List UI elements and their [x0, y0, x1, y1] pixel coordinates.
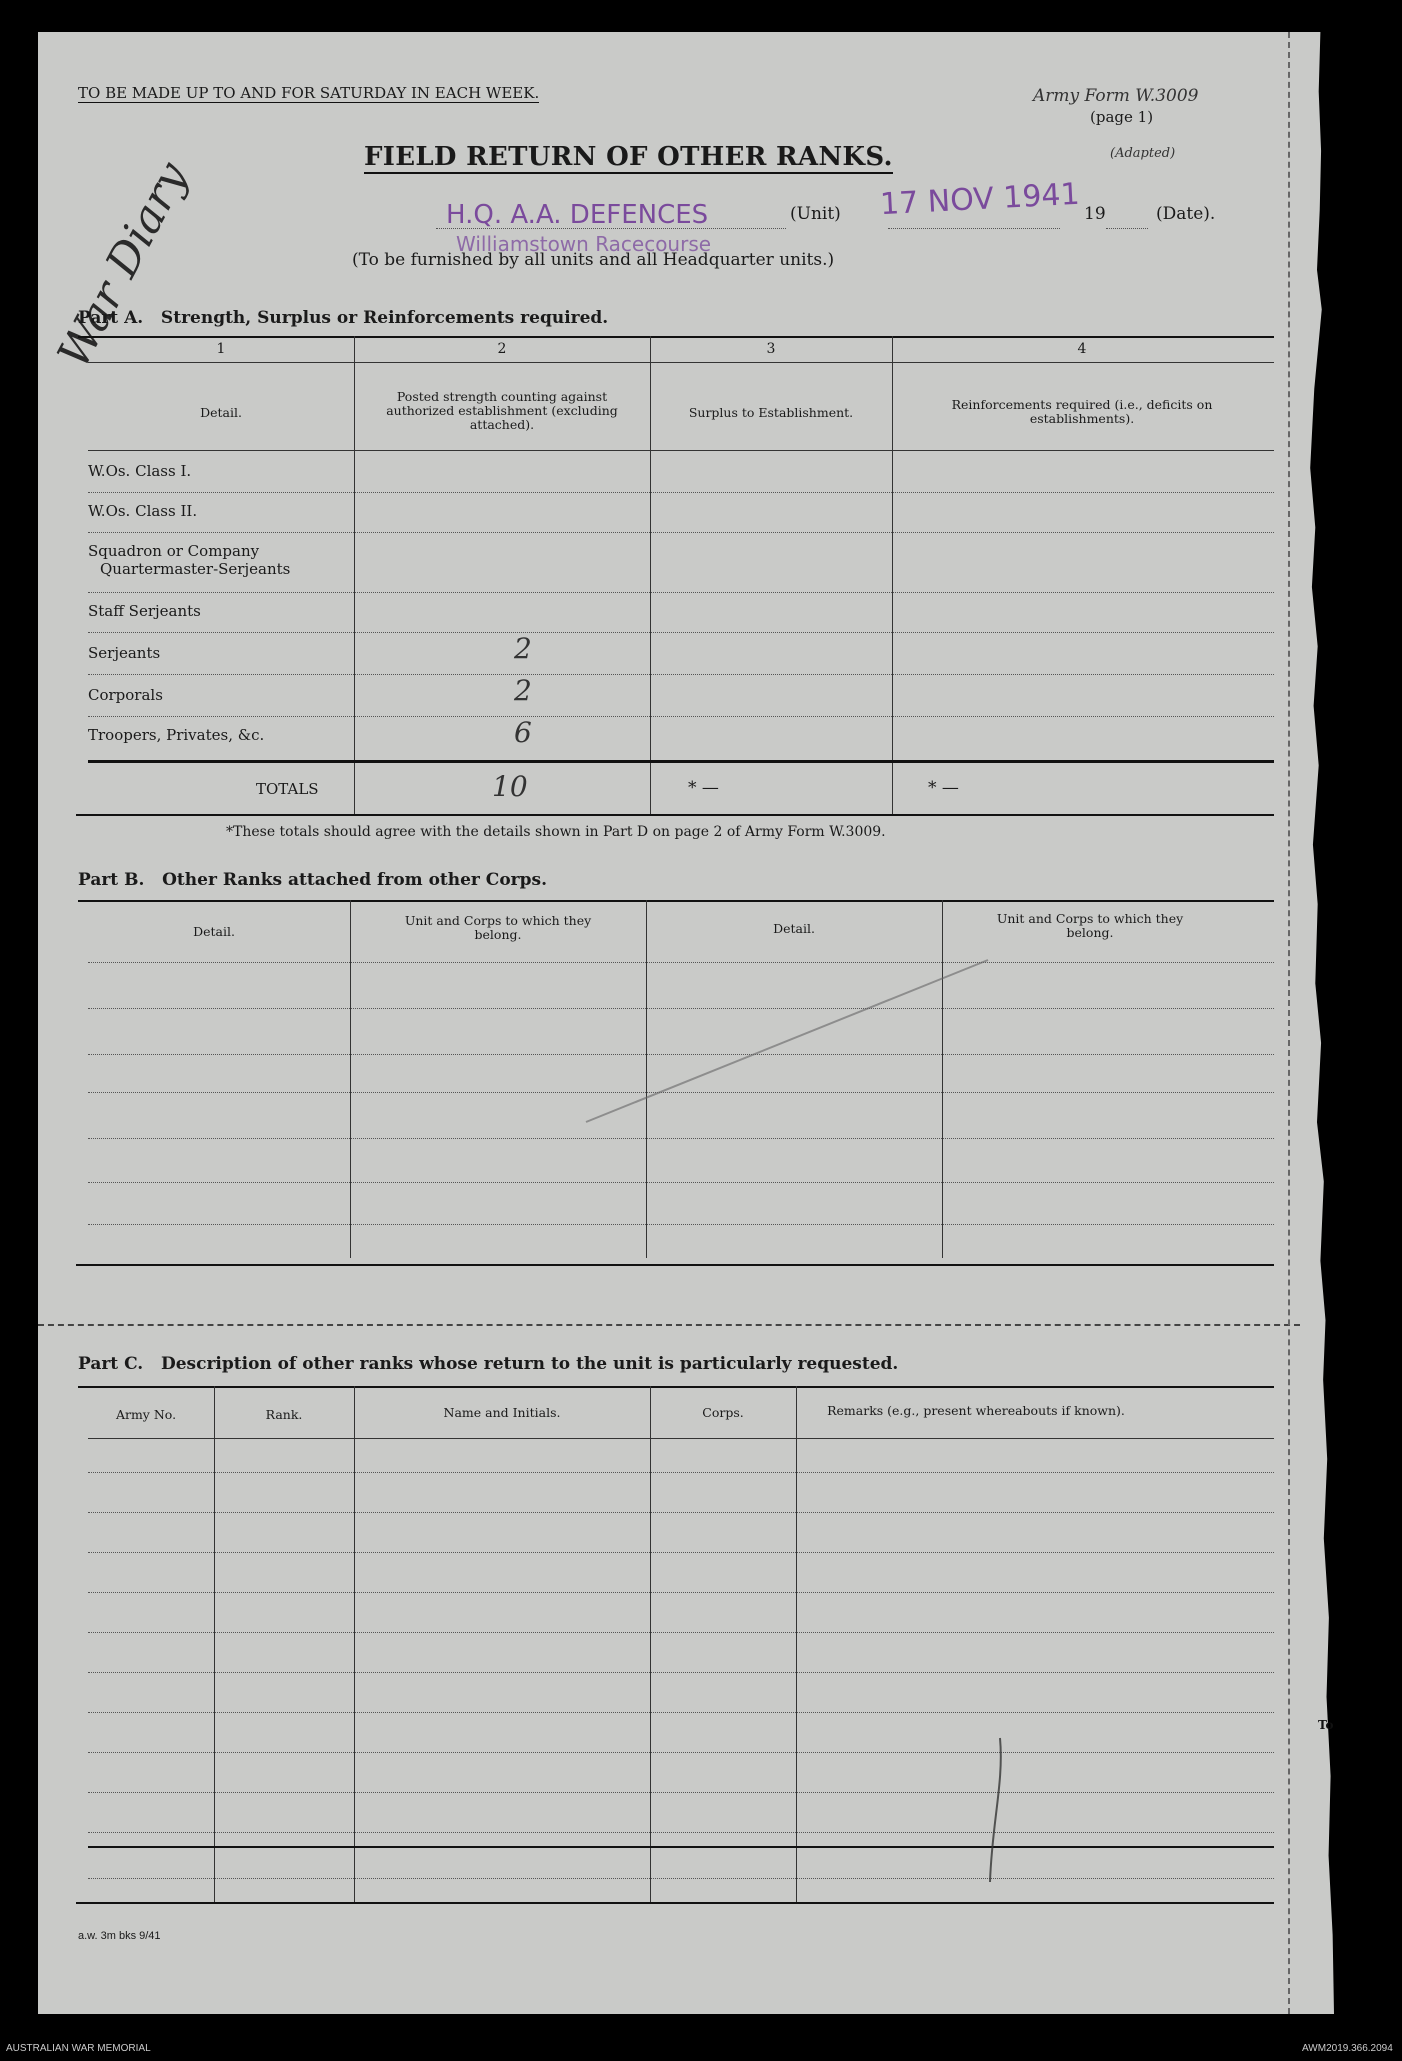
year-prefix: 19 — [1084, 204, 1106, 224]
margin-text: To — [1318, 1718, 1334, 1732]
col-header-reinforcements: Reinforcements required (i.e., deficits on establishments). — [951, 397, 1213, 426]
unit-stamp-location: Williamstown Racecourse — [456, 232, 712, 256]
part-c-col-corps: Corps. — [702, 1405, 744, 1420]
form-name: Army Form W.3009 — [1033, 86, 1199, 106]
adapted-label: (Adapted) — [1110, 146, 1176, 161]
unit-label: (Unit) — [790, 204, 841, 224]
part-c-col-rank: Rank. — [265, 1407, 303, 1422]
totals-posted-value: 10 — [492, 770, 528, 803]
part-a-footnote: *These totals should agree with the details shown in Part D on page 2 of Army Form W.3009. — [226, 824, 886, 840]
col-header-surplus: Surplus to Establishment. — [688, 405, 854, 420]
col-number-3: 3 — [766, 341, 776, 357]
part-c-col-remarks: Remarks (e.g., present whereabouts if known). — [827, 1403, 1125, 1418]
totals-reinforcements-value: * — — [928, 778, 959, 798]
col-number-2: 2 — [497, 341, 507, 357]
totals-surplus-value: * — — [688, 778, 719, 798]
form-title: FIELD RETURN OF OTHER RANKS. — [364, 142, 893, 172]
col-header-posted: Posted strength counting against authorized establishment (excluding attached). — [386, 389, 618, 432]
date-stamp: 17 NOV 1941 — [879, 176, 1081, 223]
handwritten-note: War Diary — [48, 154, 199, 376]
row-label-cqms: Squadron or Company — [88, 542, 260, 560]
part-b-col-unit-2: Unit and Corps to which they belong. — [996, 911, 1184, 940]
form-page — [38, 32, 1300, 2014]
part-b-col-unit-1: Unit and Corps to which they belong. — [404, 913, 592, 942]
row-label-wo1: W.Os. Class I. — [88, 462, 192, 480]
instruction-text: TO BE MADE UP TO AND FOR SATURDAY IN EACH WEEK. — [78, 84, 540, 102]
corporals-posted-value: 2 — [514, 674, 532, 707]
furnish-note: (To be furnished by all units and all Headquarter units.) — [352, 250, 835, 270]
torn-edge — [1300, 32, 1334, 2014]
part-b-col-detail-1: Detail. — [193, 924, 235, 939]
part-b-col-detail-2: Detail. — [773, 921, 815, 936]
troopers-posted-value: 6 — [514, 716, 532, 749]
footer-credit: AUSTRALIAN WAR MEMORIAL — [6, 2043, 151, 2054]
row-label-staff-serjeants: Staff Serjeants — [88, 602, 201, 620]
part-b-heading: Part B. Other Ranks attached from other Corps. — [78, 870, 548, 890]
unit-stamp: H.Q. A.A. DEFENCES — [446, 200, 709, 230]
col-number-4: 4 — [1077, 341, 1087, 357]
part-a-heading: Part A. Strength, Surplus or Reinforcements required. — [78, 308, 609, 328]
row-label-corporals: Corporals — [88, 686, 163, 704]
date-label: (Date). — [1156, 204, 1216, 224]
row-label-troopers: Troopers, Privates, &c. — [88, 726, 265, 744]
row-label-serjeants: Serjeants — [88, 644, 161, 662]
part-c-col-name: Name and Initials. — [443, 1405, 561, 1420]
totals-label: TOTALS — [256, 780, 319, 798]
row-label-wo2: W.Os. Class II. — [88, 502, 198, 520]
col-number-1: 1 — [216, 341, 226, 357]
row-label-cqms-2: Quartermaster-Serjeants — [100, 560, 291, 578]
serjeants-posted-value: 2 — [514, 632, 532, 665]
print-code: a.w. 3m bks 9/41 — [78, 1930, 161, 1942]
part-c-heading: Part C. Description of other ranks whose return to the unit is particularly requested. — [78, 1354, 899, 1374]
page-number: (page 1) — [1090, 108, 1154, 126]
strike-through-line — [578, 952, 998, 1132]
pencil-stroke — [978, 1732, 1018, 1892]
footer-accession: AWM2019.366.2094 — [1302, 2043, 1393, 2054]
col-header-detail: Detail. — [200, 405, 242, 420]
part-c-col-army-no: Army No. — [115, 1407, 177, 1422]
